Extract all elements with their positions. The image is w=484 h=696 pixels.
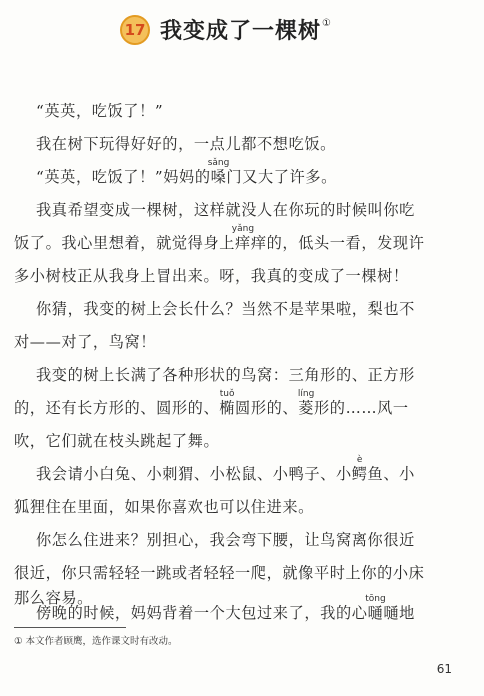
annotated-character <box>351 455 368 483</box>
body-line: 我变的树上长满了各种形状的鸟窝：三角形的、正方形 <box>36 366 415 384</box>
body-line: 你猜，我变的树上会长什么？当然不是苹果啦，梨也不 <box>36 300 415 318</box>
annotated-character-text: 嗓 <box>210 168 227 186</box>
body-line <box>36 455 415 483</box>
annotated-character <box>365 594 386 622</box>
lesson-title-text: 我变成了一棵树 <box>160 19 322 44</box>
lesson-header <box>120 14 332 45</box>
body-line: 你怎么住进来？别担心，我会弯下腰，让鸟窝离你很近 <box>36 531 415 549</box>
body-line <box>14 224 425 252</box>
footnote: ① 本文作者顾鹰，选作课文时有改动。 <box>14 636 178 647</box>
annotated-character <box>207 158 230 186</box>
body-line: 那么容易。 <box>14 589 93 607</box>
pinyin-annotation: tōng <box>365 594 386 604</box>
body-line: 我真希望变成一棵树，这样就没人在你玩的时候叫你吃 <box>36 201 415 219</box>
lesson-number-badge: 17 <box>120 15 150 45</box>
line-segment: 饭了。我心里想着，就觉得身上 <box>14 234 236 252</box>
body-line: 吹，它们就在枝头跳起了舞。 <box>14 432 220 450</box>
pinyin-annotation: tuǒ <box>219 389 235 399</box>
lesson-title <box>160 14 332 45</box>
annotated-character-text: 椭 <box>219 399 236 417</box>
title-footnote-marker: ① <box>322 17 332 29</box>
body-line: 狐狸住在里面，如果你喜欢也可以住进来。 <box>14 498 314 516</box>
line-segment: 我会请小白兔、小刺猬、小松鼠、小鸭子、小 <box>36 465 352 483</box>
body-line: 我在树下玩得好好的，一点儿都不想吃饭。 <box>36 135 336 153</box>
pinyin-annotation: è <box>356 455 363 465</box>
page-number: 61 <box>436 662 452 676</box>
pinyin-annotation: sǎng <box>207 158 230 168</box>
annotated-character-text: 痒 <box>235 234 251 252</box>
line-segment: 的，还有长方形的、圆形的、 <box>14 399 220 417</box>
annotated-character <box>231 224 255 252</box>
annotated-character <box>297 389 315 417</box>
body-line: 很近，你只需轻轻一跳或者轻轻一爬，就像平时上你的小床 <box>14 564 425 582</box>
body-line: “英英，吃饭了！” <box>36 102 164 120</box>
pinyin-annotation: líng <box>297 389 315 399</box>
line-segment: 痒的，低头一看，发现许 <box>250 234 425 252</box>
body-line <box>36 158 337 186</box>
line-segment: 傍晚的时候，妈妈背着一个大包过来了，我的心 <box>36 604 368 622</box>
annotated-character-text: 菱 <box>298 399 314 417</box>
line-segment: 鱼、小 <box>367 465 415 483</box>
annotated-character-text: 嗵 <box>367 604 384 622</box>
line-segment: 圆形的、 <box>235 399 299 417</box>
line-segment: 嗵地 <box>383 604 415 622</box>
line-segment: 门又大了许多。 <box>226 168 337 186</box>
body-line: 多小树枝正从我身上冒出来。呀，我真的变成了一棵树！ <box>14 267 409 285</box>
line-segment: 形的……风一 <box>314 399 409 417</box>
footnote-divider <box>14 627 126 628</box>
body-line <box>14 389 409 417</box>
annotated-character-text: 鳄 <box>351 465 368 483</box>
pinyin-annotation: yǎng <box>231 224 255 234</box>
annotated-character <box>219 389 236 417</box>
line-segment: “英英，吃饭了！”妈妈的 <box>36 168 211 186</box>
body-line: 对——对了，鸟窝！ <box>14 333 157 351</box>
